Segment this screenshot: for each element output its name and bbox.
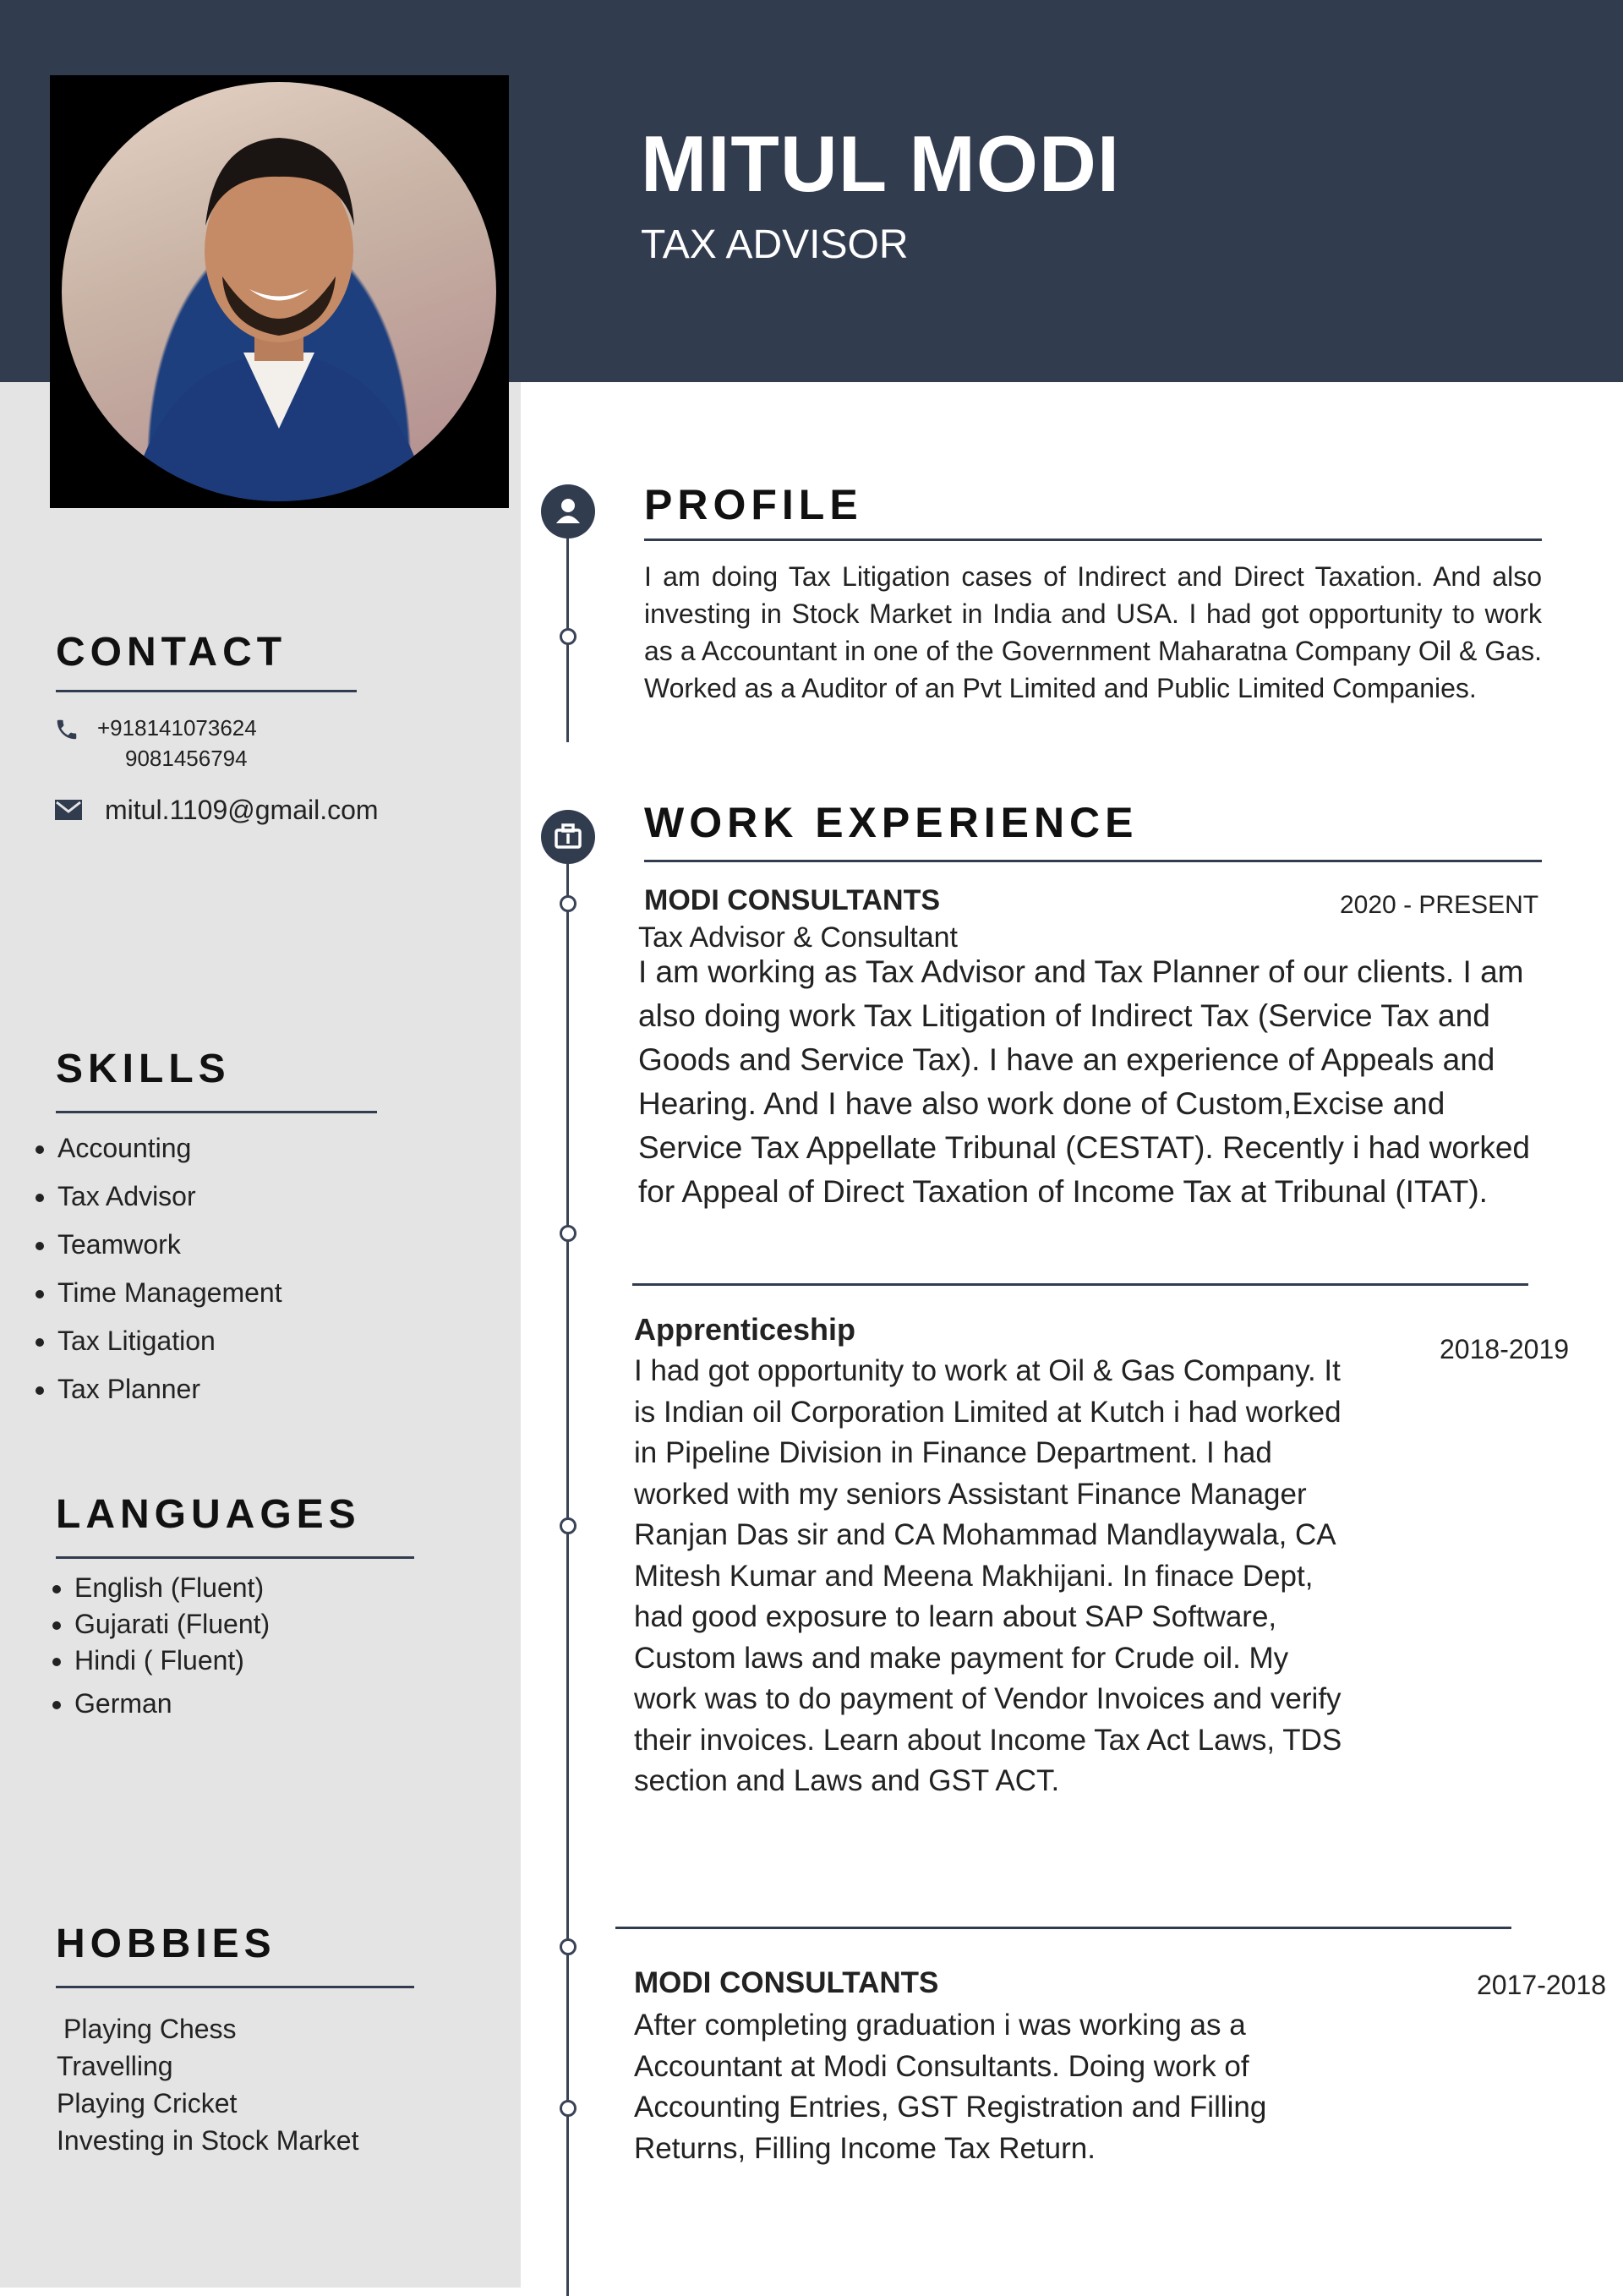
briefcase-icon <box>541 810 595 864</box>
list-item: • Hindi ( Fluent) <box>74 1645 270 1676</box>
skills-list <box>25 1133 282 1422</box>
list-item: • Accounting <box>57 1133 282 1164</box>
user-icon <box>541 484 595 538</box>
phone-icon <box>54 717 79 742</box>
list-item: • English (Fluent) <box>74 1572 270 1604</box>
timeline-dot <box>560 628 577 645</box>
job-dates: 2020 - PRESENT <box>1340 891 1539 919</box>
hobbies-divider <box>56 1986 414 1988</box>
profile-photo <box>50 75 509 508</box>
timeline-dot <box>560 1938 577 1955</box>
job-dates: 2018-2019 <box>1440 1334 1570 1364</box>
job-dates: 2017-2018 <box>1477 1970 1607 2000</box>
list-item: Travelling <box>57 2051 173 2081</box>
hobbies-list <box>57 2010 358 2159</box>
timeline-dot <box>560 895 577 912</box>
profile-divider <box>644 538 1542 541</box>
job-company: MODI CONSULTANTS <box>644 884 941 916</box>
timeline-dot <box>560 2100 577 2117</box>
job-company: Apprenticeship <box>634 1312 856 1347</box>
languages-heading: LANGUAGES <box>56 1492 361 1537</box>
job-description: After completing graduation i was working as a Accountant at Modi Consultants. Doing work of Accounting Entries, GST Registration and Filling Returns, Filling Income Tax Return. <box>634 2009 1267 2165</box>
work-divider <box>644 860 1542 862</box>
timeline-line-work <box>566 864 569 2296</box>
list-item: Playing Cricket <box>57 2088 238 2118</box>
profile-heading: PROFILE <box>644 481 863 528</box>
job-divider <box>632 1283 1528 1286</box>
list-item: • Teamwork <box>57 1229 282 1260</box>
list-item: • German <box>74 1688 270 1719</box>
contact-divider <box>56 690 357 692</box>
profile-text: I am doing Tax Litigation cases of Indirect and Direct Taxation. And also investing in Stock Market in India and USA. I had got opportunity to work as a Accountant in one of the Government Maharatna Company Oil & Gas. Worked as a Auditor of an Pvt Limited and Public Limited Companies. <box>644 561 1542 703</box>
list-item: Playing Chess <box>63 2014 237 2044</box>
work-heading: WORK EXPERIENCE <box>644 799 1139 846</box>
candidate-name: MITUL MODI <box>641 119 1120 208</box>
phone-number-2[interactable]: 9081456794 <box>125 746 248 771</box>
email-link[interactable]: mitul.1109@gmail.com <box>105 795 379 825</box>
list-item: • Tax Planner <box>57 1374 282 1405</box>
skills-heading: SKILLS <box>56 1047 231 1091</box>
list-item: • Gujarati (Fluent) <box>74 1609 270 1640</box>
hobbies-heading: HOBBIES <box>56 1922 276 1966</box>
skills-divider <box>56 1111 377 1113</box>
portrait-image <box>62 82 496 501</box>
candidate-title: TAX ADVISOR <box>641 222 909 267</box>
job-description: I had got opportunity to work at Oil & Gas Company. It is Indian oil Corporation Limited at Kutch i had worked in Pipeline Division in Finance Department. I had worked with my seniors Assistant Finance Manager Ranjan Das sir and CA Mohammad Mandlaywala, CA Mitesh Kumar and Meena Makhijani. In finace Dept, had good exposure to learn about SAP Software, Custom laws and make payment for Crude oil. My work was to do payment of Vendor Invoices and verify their invoices. Learn about Income Tax Act Laws, TDS section and Laws and GST ACT. <box>634 1354 1342 1797</box>
timeline-dot <box>560 1517 577 1534</box>
list-item: • Tax Advisor <box>57 1181 282 1212</box>
mail-icon <box>54 799 83 821</box>
job-role: Tax Advisor & Consultant <box>638 921 958 954</box>
contact-heading: CONTACT <box>56 630 287 675</box>
job-description: I am working as Tax Advisor and Tax Planner of our clients. I am also doing work Tax Litigation of Indirect Tax (Service Tax and Goods and Service Tax). I have an experience of Appeals and Hearing. And I have also work done of Custom,Excise and Service Tax Appellate Tribunal (CESTAT). Recently i had worked for Appeal of Direct Taxation of Income Tax at Tribunal (ITAT). <box>638 954 1530 1209</box>
languages-divider <box>56 1556 414 1559</box>
list-item: Investing in Stock Market <box>57 2125 359 2156</box>
phone-number-1[interactable]: +918141073624 <box>97 715 257 741</box>
list-item: • Time Management <box>57 1277 282 1309</box>
timeline-dot <box>560 1225 577 1242</box>
job-divider <box>615 1927 1511 1929</box>
job-company: MODI CONSULTANTS <box>634 1966 939 1999</box>
languages-list <box>42 1572 270 1719</box>
list-item: • Tax Litigation <box>57 1326 282 1357</box>
